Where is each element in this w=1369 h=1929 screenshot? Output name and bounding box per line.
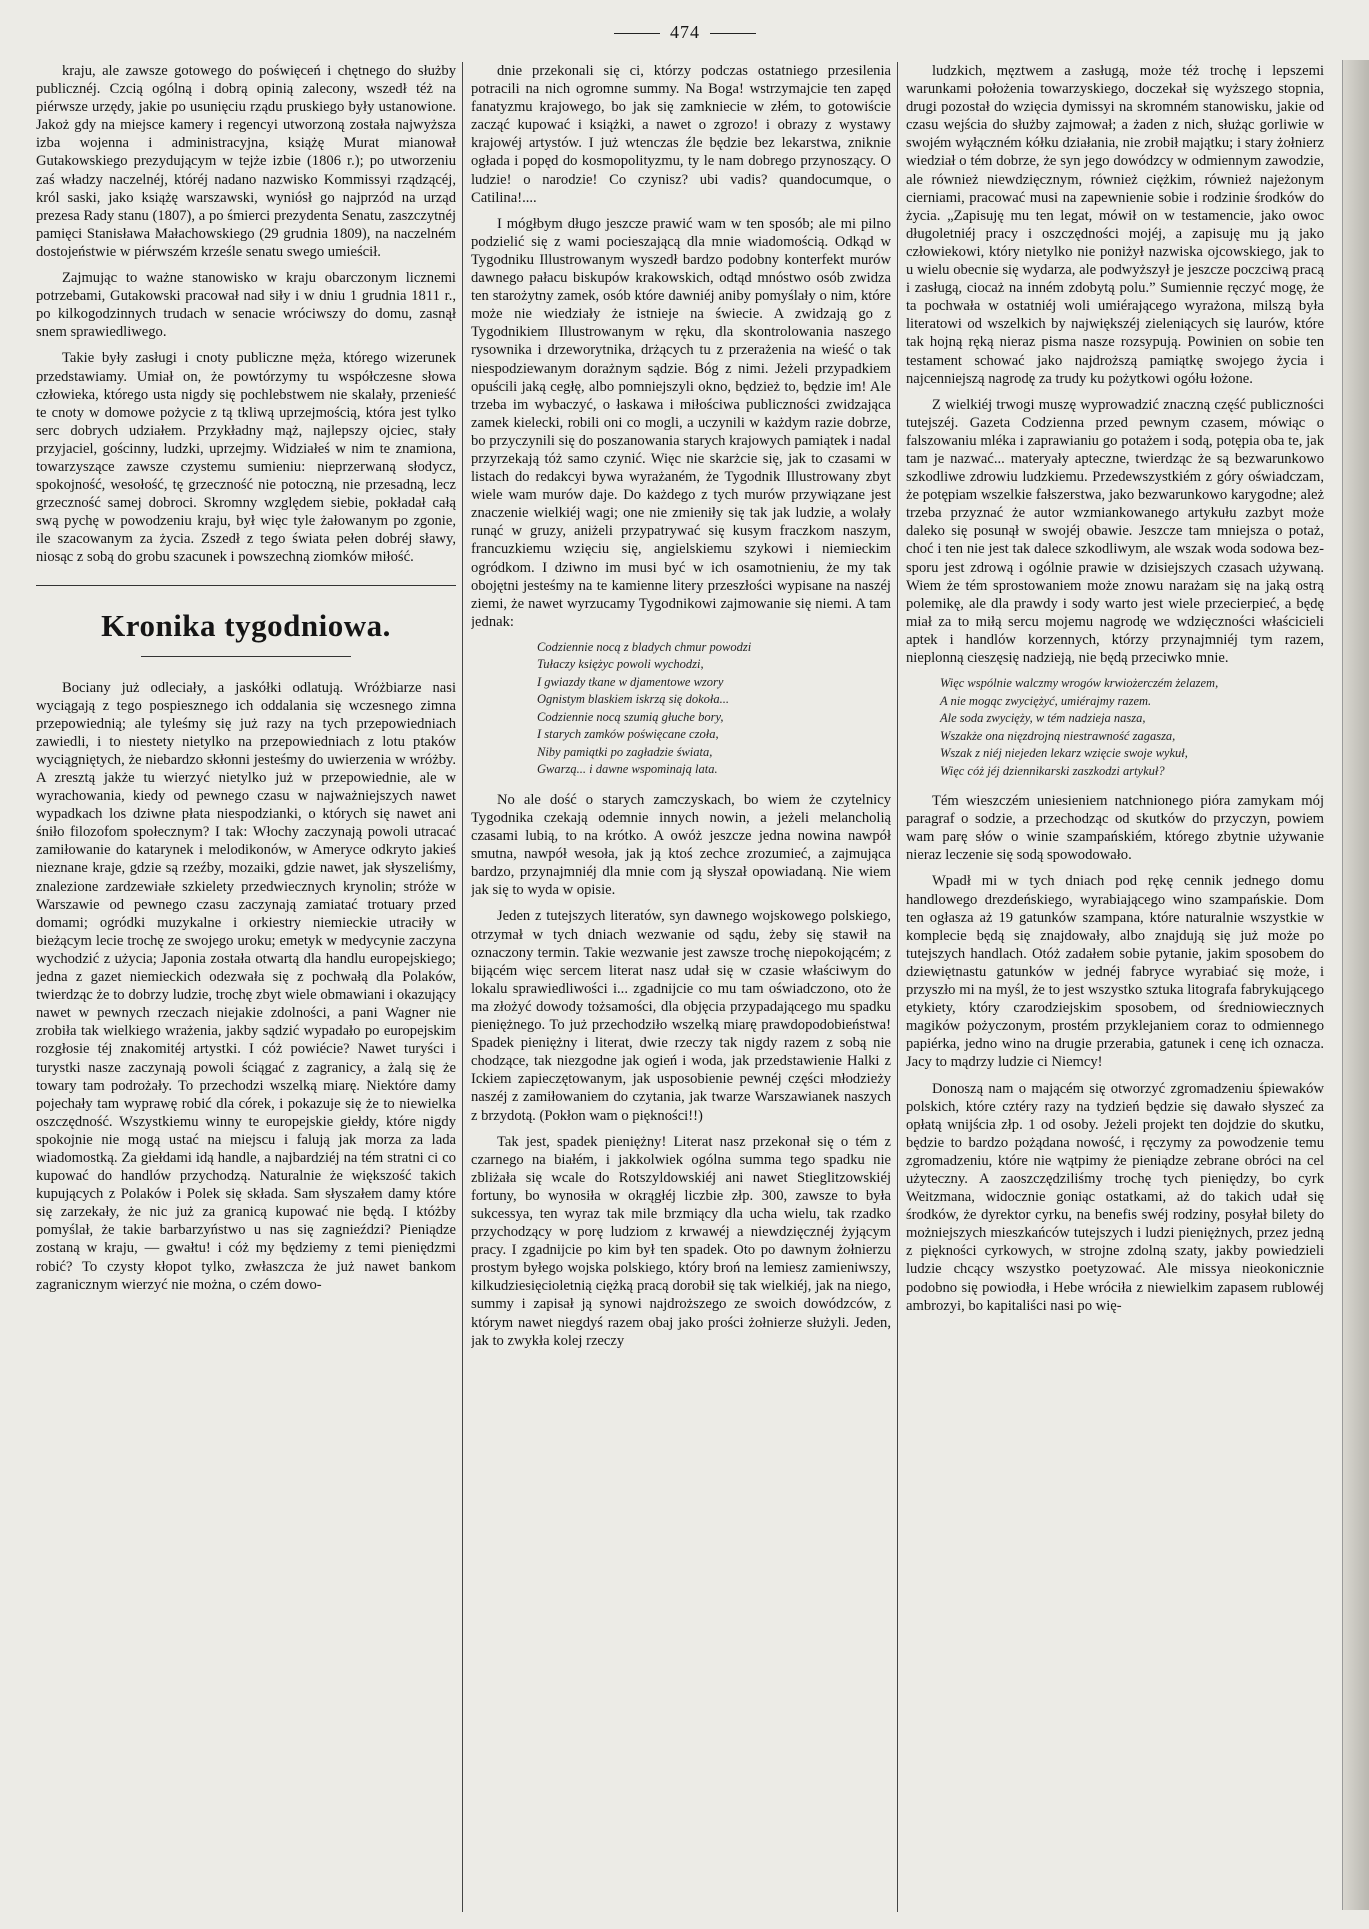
paragraph: Tak jest, spadek pieniężny! Literat nasz przekonał się o tém z czarnego na białém, i jakkolwiek ogólna summa tego spadku nie zbliżała się wcale do Rotszyldowskiéj ani nawet Stieglitzowskiéj fortuny, bo wynosiła w okrągłéj liczbie złp. 300, zawsze to była sukcessya, ten wyraz tak mile brzmiący dla ucha wielu, tak rzadko przychodzący w porę ludziom z krwawéj a niewdzięcznéj żyjącym pracy. I zgadnijcie po kim był ten spadek. Oto po dawnym żołnierzu prostym byłego wojska polskiego, który broń na lemiesz zamieniwszy, kilkudziesięcioletnią ciężką pracą dorobił się tak wielkiéj, jak na niego, summy i zapisał ją synowi najdroższego ze swoich dowódzców, z którym nawet niegdyś razem obaj jako prości żołnierze służyli. Jeden, jak to zwykła kolej rzeczy bbox=[471, 1133, 891, 1349]
paragraph: ludzkich, męztwem a zasługą, może téż trochę i lepszemi warunkami położenia towarzyskiego, doczekał się wyższego stopnia, drugi pozostał do wzięcia dymissyi na skromném stanowisku, jakie od czasu wejścia do służby zajmował; a żaden z nich, służąc gorliwie w swojém wyłączném kółku działania, nie zrobił majątku; i stary żołnierz wiedział o tém dobrze, że syn jego dowódzcy w odmiennym zawodzie, ale również niewdzięcznym, również ciężkim, również najeżonym cierniami, pracować musi na zapewnienie sobie i rodzinie środków do życia. „Zapisuję mu ten legat, mówił on w testamencie, jako owoc długoletniéj pracy i oszczędności mojéj, a zapisuję mu ją jako człowiekowi, który nietylko nie poniżył nazwiska ojcowskiego, jak to u wielu obecnie się wydarza, ale podwyższył je jeszcze poczciwą pracą i zasługą, ciocaż na inném zdobytą polu.” Sumiennie ręczyć mogę, że ta pochwała w ostatniéj woli umiérającego wyrażona, milszą była literatowi od wszelkich by największéj zieleniących się laurów, które tak hojną ręką nieraz pisma nasze rozsypują. Powinien on sobie ten testament schować jako najdroższą pamiątkę swojego życia i najcenniejszą nagrodę za trudy ku pożytkowi ogółu łożone. bbox=[906, 63, 1324, 387]
poem-line: Wszak z niéj niejeden lekarz wzięcie swoje wykuł, bbox=[940, 746, 1188, 761]
column-divider bbox=[897, 62, 898, 1912]
paragraph: I mógłbym długo jeszcze prawić wam w ten sposób; ale mi pilno podzielić się z wami pocieszającą dla mnie wiadomością. Odkąd w Tygodniku Illustrowanym wyszedł bardzo podobny konterfekt murów dawnego pałacu biskupów krakowskich, odtąd mnóstwo osób zwidza ten starożytny zamek, osób które dawniéj aniby pomyślały o nim, które może nie wiedziały że istnieje na świecie. A zwidzają go z Tygodnikiem Illustrowanym w ręku, dla skontrolowania naszego rysownika i drzeworytnika, drżących tu z przerażenia na wieść o tak niespodziewanym dorażnym sądzie. Bóg z nimi. Jeżeli przypadkiem opuścili jaką cegłę, albo pomniejszyli okno, będzież to, będzie im! Ale trzeba im wybaczyć, o łaskawa i miłościwa publiczności zwidzająca zamek kielecki, robili oni co mogli, a uczynili w każdym razie dobrze, bo przyczynili się do poszanowania starych krajowych pamiątek i nadal przyrzekają tóż samo czynić. Więc nie skarżcie się, jak to czasami w listach do redakcyi bywa wyrażaném, że Tygodnik Illustrowany zbyt wiele wam murów daje. Do każdego z tych murów przywiązane jest znaczenie wielkiéj wagi; one nie zmieniły się tak jak ludzie, a wolały runąć w gruzy, aniżeli przypatrywać się kusym fraczkom naszym, francuzkiemu wzięciu się, angielskiemu szykowi i niemieckim ogródkom. I dziwno im musi być w ich osamotnieniu, że my tak obojętni jesteśmy na te kamienne litery przeszłości wypisane na naszéj ziemi, że nawet wyrzucamy Tygodnikowi zajmowanie się niemi. A tam jednak: bbox=[471, 215, 891, 630]
paragraph: Zajmując to ważne stanowisko w kraju obarczonym licznemi potrzebami, Gutakowski pracował nad siły i w dniu 1 grudnia 1811 r., po kilkogodzinnych trudach w senacie wróciwszy do domu, zasnął snem sprawiedliwego. bbox=[36, 270, 456, 341]
paragraph: Bociany już odleciały, a jaskółki odlatują. Wróżbiarze nasi wyciągają z tego pospiesznego ich oddalania się wczesnego zimna przepowiednią; ale tyleśmy się już razy na tych przepowiedniach zawiedli, i to niestety nietylko na przepowiedniach z lotu ptaków wyciągniętych, że niebardzo skłonni jesteśmy do uwierzenia w wróżby. A zresztą jakże tu wierzyć nietylko już w przepowiednie, ale w wyrachowania, kiedy od pewnego czasu w najważniejszych nawet wypadkach los dziwne płata niespodzianki, o których się nawet ani śniło filozofom społecznym? I tak: Włochy zaczynają powoli utracać zamiłowanie do katarynek i melodikonów, w Ameryce odkryto jakieś nieznane kraje, gdzie są rzeźby, mozaiki, gdzie nawet, jak słyszeliśmy, znalezione zardzewiałe szkielety przedwiecznych krynolin; stróże w Warszawie od pewnego czasu zaczynają zamiatać trotuary przed domami; ogródki muzykalne i orkiestry niemieckie utraciły w bieżącym lecie trochę ze swojego uroku; emetyk w medycynie zaczyna wychodzić z użycia; Japonia została otwartą dla handlu europejskiego; jedna z gazet niemieckich odezwała się z pochwałą dla Polaków, twierdząc że to dobrzy ludzie, trochę zbyt wiele obmawiani i okazujący nawet w pewnych rzeczach niejakie zdolności, a pani Wagner nie zrobiła tak wielkiego wrażenia, jakby sądzić wypadało po europejskim rozgłosie téj znakomitéj artystki. I cóż powiécie? Nawet turyści i turystki nasze zaczynają powoli ściągać z zagranicy, a żalą się że towary tam podrożały. To przechodzi wszelką miarę. Niektóre damy pojechały tam wyprawę robić dla córek, i pokazuje się że to niewielka oszczędność. Wszystkiemu winny te europejskie giełdy, które nigdy spokojnie nie mogą ustać na miejscu i falują jak morza za lada wiadomostką. Za giełdami idą handle, a najbardziéj na tém stratni ci co kupować do handlów przychodzą. Naturalnie że większość takich kupujących z Polaków i Polek się składa. Sam słyszałem damy które się zarzekały, że nic już za granicą kupować nie będą. I któżby pomyślał, że takie barbarzyństwo u nas się zagnieździ? Pieniądze zostaną w kraju, — gwałtu! i cóż my będziemy z temi pieniędzmi robić? To czysty kłopot tylko, zwłaszcza że już nawet bankom zagranicznym wierzyć nie można, o czém dowo- bbox=[36, 679, 456, 1293]
poem-line: Codziennie nocą szumią głuche bory, bbox=[537, 709, 724, 724]
paragraph: Takie były zasługi i cnoty publiczne męża, którego wizerunek przedstawiamy. Umiał on, że powtórzymy tu współczesne słowa człowieka, którego usta nigdy się pochlebstwem nie skalały, przenieść te cnoty w domowe pożycie z tą tkliwą uprzejmością, która jest tylko serc dobrych udziałem. Przykładny mąż, najlepszy ojciec, stały przyjaciel, gościnny, ludzki, uprzejmy. Widziałeś w nim te znamiona, towarzyszące zawsze czystemu sumieniu: nieprzerwaną słodycz, spokojność, wesołość, tę grzeczność nie potoczną, nie przesadną, lecz grzeczność samej dobroci. Skromny względem siebie, pokładał całą swą pychę w powodzeniu kraju, był więc tyle żałowanym po zgonie, ile szacowanym za życia. Zszedł z tego świata pełen dobréj sławy, niosąc z sobą do grobu szacunek i powszechną ziomków miłość. bbox=[36, 350, 456, 566]
poem-line: Tułaczy księżyc powoli wychodzi, bbox=[537, 657, 704, 672]
paragraph: kraju, ale zawsze gotowego do poświęceń i chętnego do służby publicznéj. Czcią ogólną i dobrą opinią zalecony, wszedł téż na piérwsze urzędy, jakie po usunięciu rządu pruskiego były ustanowione. Jakoż gdy na miejsce kamery i regencyi utworzoną została najwyższa izba wojenna i administracyjna, książę Murat mianował Gutakowskiego prezydującym w tejże izbie (1806 r.); po utworzeniu zaś władzy naczelnéj, któréj nadano nazwisko Kommissyi rządzącéj, król saski, jako książę warszawski, wyniósł go najprzód na urząd prezesa Rady stanu (1807), a po śmierci prezydenta Senatu, zaszczytnéj pamięci Stanisława Małachowskiego (29 grudnia 1809), na naczelném dostojeństwie w piérwszém krześle senatu swego umieścił. bbox=[36, 63, 456, 260]
paragraph: No ale dość o starych zamczyskach, bo wiem że czytelnicy Tygodnika czekają odemnie innych nowin, a jeżeli melancholią czasami lubią, to na krótko. A owóż jeszcze jedna nowina nawpół smutna, nawpół wesoła, jak ją ktoś zechce zrozumieć, a zajmująca bardzo, przynajmniéj dla mnie com ją słyszał opowiadaną. Nie wiem jak się to wyda w opisie. bbox=[471, 791, 891, 899]
poem-line: Codziennie nocą z bladych chmur powodzi bbox=[537, 639, 752, 654]
column-left bbox=[36, 62, 456, 1912]
poem-line: I starych zamków poświęcane czoła, bbox=[537, 727, 719, 742]
page-number: 474 bbox=[590, 22, 780, 43]
heading-underline bbox=[141, 656, 351, 657]
paragraph: Z wielkiéj trwogi muszę wyprowadzić znaczną część publiczności tutejszéj. Gazeta Codzienna przed pewnym czasem, mówiąc o falszowaniu mléka i zaprawianiu go potażem i sodą, potępia oba te, jak tam je nazwać... materyały apteczne, twierdząc że są bezwarunkowo szkodliwe zdrowiu ludzkiemu. Przedewszystkiém z góry oświadczam, że potępiam wszelkie fałszerstwa, jako bezwarunkowo karygodne; ależ trzeba przyznać że autor wzmiankowanego artykułu zazbyt może daleko się posunął w swojéj obawie. Jeszcze tam mniejsza o potaż, choć i ten nie jest tak dalece szkodliwym, ale wszak woda sodowa bez-sporu jest zdrową i ogólnie prawie w dzisiejszych czasach używaną. Wiem że tém sprostowaniem może znowu narażam się na jaką ostrą polemikę, ale dla prawdy i sody warto jest wiele przecierpieć, a będę miał za to miłą sercu mojemu nagrodę we wdzięczności właścicieli aptek i handlów korzennych, którzy przynajmniéj tym razem, nieplonną cieszęsię nadzieją, nie będą przeciwko mnie. bbox=[906, 396, 1324, 666]
paragraph: Jeden z tutejszych literatów, syn dawnego wojskowego polskiego, otrzymał w tych dniach wezwanie od sądu, żeby się stawił na oznaczony termin. Takie wezwanie jest zawsze trochę niepokojącém; z bijącém więc sercem literat nasz udał się w czasie właściwym do lokalu sprawiedliwości i... zgadnijcie co mu tam oświadczono, oto że ma złożyć dowody tożsamości, dla objęcia przypadającego mu spadku pieniężnego. To już przechodziło wszelką miarę prawdopodobieństwa! Spadek pieniężny i literat, dwie rzeczy tak nigdy razem z sobą nie chodzące, tak niezgodne jak ogień i woda, jak przedstawienie Halki z Ickiem zapieczętowanym, jak usposobienie pewnéj części młodzieży naszéj z zamiłowaniem do czytania, jak twarze Warszawianek naszych z brzydotą. (Pokłon wam o piękności!!) bbox=[471, 908, 891, 1124]
poem-line: Wszakże ona nięzdrojną niestrawność zagasza, bbox=[940, 728, 1176, 743]
poem-line: A nie mogąc zwyciężyć, umiérajmy razem. bbox=[940, 693, 1152, 708]
poem-line: Ale soda zwycięży, w tém nadzieja nasza, bbox=[940, 711, 1146, 726]
poem-line: I gwiazdy tkane w djamentowe wzory bbox=[537, 674, 724, 689]
poem bbox=[940, 675, 1324, 780]
poem-line: Niby pamiątki po zagładzie świata, bbox=[537, 744, 713, 759]
section-heading: Kronika tygodniowa. bbox=[101, 607, 391, 643]
paragraph: dnie przekonali się ci, którzy podczas ostatniego przesilenia potracili na nich ogromne summy. Na Boga! wstrzymajcie ten zapęd fanatyzmu krajowego, bo jak się zamkniecie w złém, to gotowiście zacząć kupować i książki, a nawet o zgrozo! i obrazy z wystawy krajowéj artystów. I już wtenczas źle będzie bez lekarstwa, zniknie ogłada i popęd do kosmopolityzmu, ty le nam dobrego przynoszący. O ludzie! o narodzie! Co czynisz? ubi vadis? quandocumque, o Catilina!.... bbox=[471, 63, 891, 206]
poem-line: Więc wspólnie walczmy wrogów krwiożerczém żelazem, bbox=[940, 676, 1219, 691]
poem-line: Ognistym blaskiem iskrzą się dokoła... bbox=[537, 692, 729, 707]
poem bbox=[537, 639, 891, 779]
adjacent-page-edge bbox=[1342, 60, 1369, 1910]
section-divider bbox=[36, 585, 456, 586]
paragraph: Wpadł mi w tych dniach pod rękę cennik jednego domu handlowego drezdeńskiego, wyrabiającego wino szampańskie. Dom ten ogłasza aż 19 gatunków szampana, które naturalnie wszystkie w komplecie będą się znajdowały, albo znajdują się już może po tutejszych handlach. Otóż zadałem sobie pytanie, jakim sposobem do dziewiętnastu gatunków w jednéj fabryce wyrabiać się może, i przyszło mi na myśl, że to jest wszystko sztuka litografa fabrykującego etykiety, który czarodziejskim sposobem, od średniowiecznych magików pożyczonym, prostém przyklejaniem coraz to odmiennego papiérka, jedno wino na drugie przerabia, gatunek i cenę ich oznacza. Jacy to mądrzy ludzie ci Niemcy! bbox=[906, 873, 1324, 1071]
column-middle bbox=[471, 62, 891, 1912]
paragraph: Donoszą nam o mającém się otworzyć zgromadzeniu śpiewaków polskich, które cztéry razy na tydzień będzie się dawało słyszeć za opłatą wnijścia złp. 1 od osoby. Jeżeli projekt ten dojdzie do skutku, będzie to bardzo pożądana nowość, i ręczymy za powodzenie temu zgromadzeniu, które nie wątpimy że pieniądze zebrane obróci na cel użyteczny. A zaoszczędziliśmy trochę tych pieniędzy, bo cyrk Weitzmana, widocznie goniąc ostatkami, aż do takich udał się środków, że dyrektor cyrku, na benefis swéj rodziny, posyłał bilety do możniejszych mieszkańców tutejszych i ludzi pieniężnych, przez jedną z piękności cyrkowych, w strojne zdolną szaty, jakby powiedzieli ludzie chcący wszystko poetyzować. Ale missya nieokonicznie podobno się powiodła, i Hebe wróciła z niewielkim zapasem rublowéj ambrozyi, bo kapitaliści nasi po wię- bbox=[906, 1080, 1324, 1314]
poem-line: Gwarzą... i dawne wspominają lata. bbox=[537, 762, 718, 777]
poem-line: Więc cóż jéj dziennikarski zaszkodzi artykuł? bbox=[940, 763, 1165, 778]
column-right bbox=[906, 62, 1324, 1912]
column-divider bbox=[462, 62, 463, 1912]
paragraph: Tém wieszczém uniesieniem natchnionego pióra zamykam mój paragraf o sodzie, a przechodząc od skutków do przyczyn, powiem wam parę słów o winie szampańskiém, którego zbytnie używanie nieraz leczenie się sodą spowodowało. bbox=[906, 793, 1324, 864]
